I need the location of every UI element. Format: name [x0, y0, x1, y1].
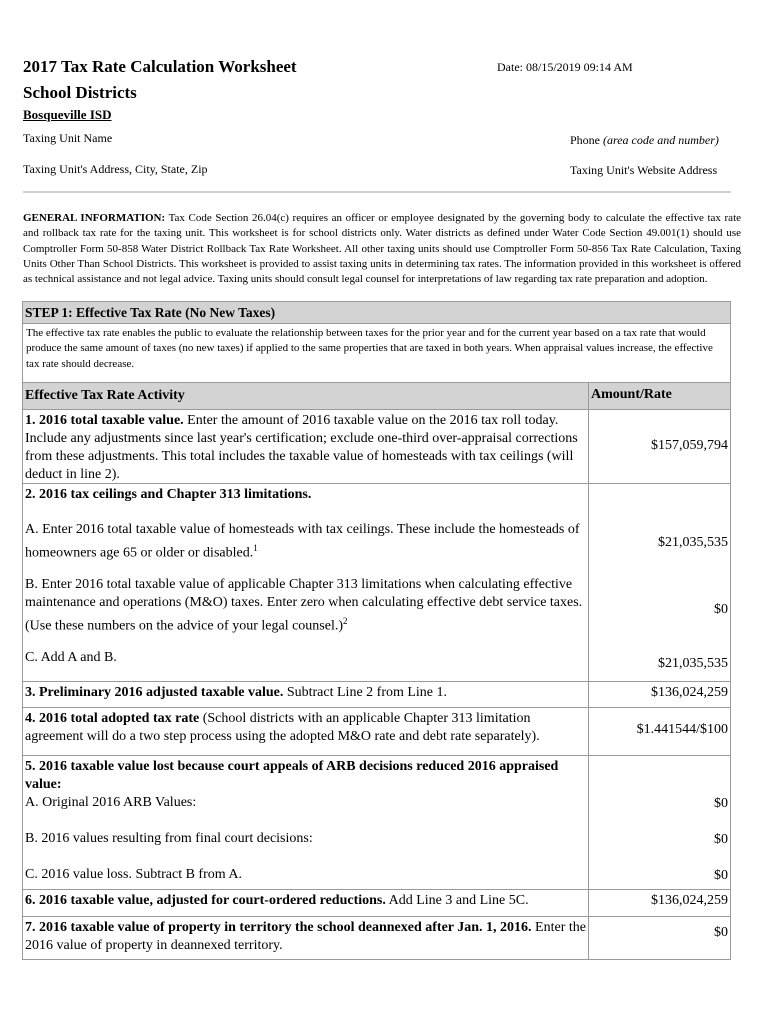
line2-b-text: B. Enter 2016 total taxable value of applicable Chapter 313 limitations when calculating effective maintenance and operations (M&O) taxes. Enter zero when calculating effective debt service taxes. (Use these numbers on the advice of your legal counsel.): [25, 576, 583, 634]
table-row-line7: [23, 917, 730, 959]
line1-value: $157,059,794: [651, 438, 728, 453]
line5-c-value: $0: [714, 868, 728, 883]
worksheet-table: [22, 382, 731, 960]
line4-value: $1.441544/$100: [636, 722, 728, 737]
taxing-unit-name: Bosqueville ISD: [23, 107, 112, 122]
line2-a-text: A. Enter 2016 total taxable value of homesteads with tax ceilings. These include the homesteads of homeowners age 65 or older or disabled.: [25, 522, 580, 561]
column-header-amount: Amount/Rate: [591, 387, 672, 402]
table-header: [23, 383, 730, 410]
line5-a-text: A. Original 2016 ARB Values:: [25, 795, 197, 810]
line7-text: Enter the 2016 value of property in deannexed territory.: [25, 920, 586, 953]
line7-cell: [589, 917, 730, 959]
line7-title: 7. 2016 taxable value of property in territory the school deannexed after Jan. 1, 2016.: [25, 920, 532, 935]
taxing-unit-name-label: Taxing Unit Name: [23, 131, 113, 145]
address-label: Taxing Unit's Address, City, State, Zip: [23, 162, 208, 176]
line5-description: [23, 756, 589, 889]
line6-description: [23, 890, 589, 916]
website-label: Taxing Unit's Website Address: [570, 163, 718, 177]
column-header-activity: Effective Tax Rate Activity: [23, 383, 589, 409]
divider: [23, 191, 731, 193]
line4-cell: [589, 708, 730, 755]
phone-label-text: Phone: [570, 133, 600, 147]
line1-text: Enter the amount of 2016 taxable value on the 2016 tax roll today. Include any adjustments since last year's certification; exclude one-third over-appraisal corrections from these adjustments. This total includes the taxable value of homesteads with tax ceilings (will deduct in line 2).: [25, 413, 578, 482]
line2-a-value: $21,035,535: [658, 535, 728, 550]
table-row-line2: [23, 484, 730, 682]
phone-hint: (area code and number): [603, 133, 719, 147]
table-row-line3: [23, 682, 730, 708]
line6-value: $136,024,259: [651, 893, 728, 908]
line3-title: 3. Preliminary 2016 adjusted taxable value.: [25, 685, 284, 700]
line2-a-footnote: 1: [253, 543, 258, 553]
line2-a: [25, 521, 586, 563]
table-row-line1: [23, 410, 730, 484]
line3-cell: [589, 682, 730, 707]
date-stamp: Date: 08/15/2019 09:14 AM: [497, 60, 633, 74]
line3-value: $136,024,259: [651, 685, 728, 700]
general-information-text: Tax Code Section 26.04(c) requires an officer or employee designated by the governing body to calculate the effective tax rate and rollback tax rate for the taxing unit. This worksheet is for school districts only. Water districts as defined under Water Code Section 49.001(1) should use Comptroller Form 50-858 Water District Rollback Tax Rate Worksheet. All other taxing units should use Comptroller Form 50-856 Tax Rate Calculation, Taxing Units Other Than School Districts. This worksheet is provided to assist taxing units in determining tax rates. The information provided in this worksheet is offered as technical assistance and not legal advice. Taxing units should consult legal counsel for interpretations of law regarding tax rate preparation and adoption.: [23, 212, 742, 286]
line4-text: (School districts with an applicable Chapter 313 limitation agreement will do a two step process using the adopted M&O rate and debt rate separately).: [25, 711, 540, 744]
table-row-line5: [23, 756, 730, 890]
general-information: [23, 211, 741, 287]
line2-b: [25, 576, 586, 636]
page-subtitle: School Districts: [23, 83, 137, 102]
line5-cell: [589, 756, 730, 889]
line4-description: [23, 708, 589, 755]
line2-c-value: $21,035,535: [658, 656, 728, 671]
line6-title: 6. 2016 taxable value, adjusted for court-ordered reductions.: [25, 893, 386, 908]
line2-b-footnote: 2: [343, 615, 348, 626]
general-information-lead: GENERAL INFORMATION:: [23, 212, 166, 224]
table-row-line4: [23, 708, 730, 756]
line2-cell: [589, 484, 730, 681]
line6-text: Add Line 3 and Line 5C.: [385, 893, 529, 908]
line1-title: 1. 2016 total taxable value.: [25, 413, 184, 428]
line5-b-value: $0: [714, 832, 728, 847]
line7-value: $0: [714, 925, 728, 940]
line7-description: [23, 917, 589, 959]
line5-title: 5. 2016 taxable value lost because court appeals of ARB decisions reduced 2016 appraised value:: [25, 759, 559, 792]
line2-title: 2. 2016 tax ceilings and Chapter 313 limitations.: [25, 487, 312, 502]
step1-heading: STEP 1: Effective Tax Rate (No New Taxes): [23, 302, 730, 324]
step1-section: [22, 301, 731, 383]
line1-description: [23, 410, 589, 483]
line2-description: [23, 484, 589, 681]
line5-b-text: B. 2016 values resulting from final court decisions:: [25, 831, 313, 846]
line1-cell: [589, 410, 730, 483]
line3-description: [23, 682, 589, 707]
line5-a-value: $0: [714, 796, 728, 811]
line4-title: 4. 2016 total adopted tax rate: [25, 711, 200, 726]
line2-b-value: $0: [714, 602, 728, 617]
phone-label: [570, 133, 719, 148]
line3-text: Subtract Line 2 from Line 1.: [283, 685, 448, 700]
step1-description: The effective tax rate enables the public to evaluate the relationship between taxes for the prior year and for the current year based on a tax rate that would produce the same amount of taxes (no new taxes) if applied to the same properties that are taxed in both years. When appraisal values increase, the effective tax rate should decrease.: [26, 327, 713, 370]
line6-cell: [589, 890, 730, 916]
line2-c-text: C. Add A and B.: [25, 650, 117, 666]
page-title: 2017 Tax Rate Calculation Worksheet: [23, 57, 297, 76]
line5-c-text: C. 2016 value loss. Subtract B from A.: [25, 867, 242, 882]
table-row-line6: [23, 890, 730, 917]
